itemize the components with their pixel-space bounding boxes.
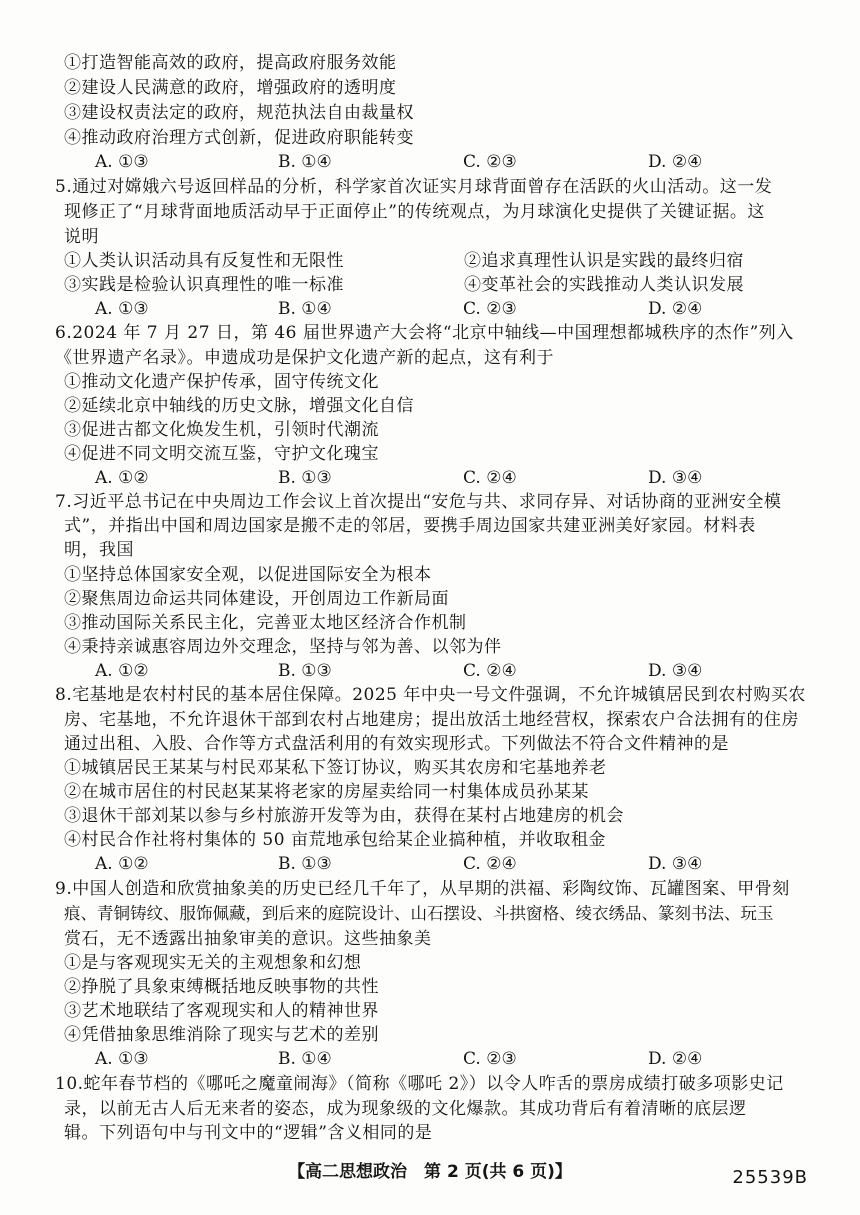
q4-choice-a: A. ①③: [95, 152, 149, 172]
q7-choice-d: D. ③④: [648, 661, 703, 681]
q5-option-3: ③实践是检验认识真理性的唯一标准: [64, 275, 344, 295]
q8-option-1: ①城镇居民王某某与村民邓某私下签订协议，购买其农房和宅基地养老: [64, 758, 607, 778]
q8-choice-a: A. ①②: [95, 854, 149, 874]
q9-choice-d: D. ②④: [648, 1049, 703, 1069]
q9-stem-line-2: 痕、青铜铸纹、服饰佩藏，到后来的庭院设计、山石摆设、斗拱窗格、绫衣绣品、篆刻书法、玩玉: [64, 904, 774, 923]
q9-stem-line-3: 赏石，无不透露出抽象审美的意识。这些抽象美: [64, 929, 432, 949]
q7-option-4: ④秉持亲诚惠容周边外交理念，坚持与邻为善、以邻为伴: [64, 637, 502, 657]
q9-choice-a: A. ①③: [95, 1049, 149, 1069]
q7-choice-a: A. ①②: [95, 661, 149, 681]
q4-choice-b: B. ①④: [278, 152, 332, 172]
q4-option-1: ①打造智能高效的政府，提高政府服务效能: [64, 53, 397, 73]
q5-stem-line-3: 说明: [64, 227, 99, 247]
q9-option-1: ①是与客观现实无关的主观想象和幻想: [64, 953, 362, 973]
q8-option-3: ③退休干部刘某以参与乡村旅游开发等为由，获得在某村占地建房的机会: [64, 806, 624, 826]
q8-stem-line-2: 房、宅基地，不允许退休干部到农村占地建房；提出放活土地经营权，探索农户合法拥有的住房: [64, 710, 799, 730]
q8-choice-d: D. ③④: [648, 854, 703, 874]
q6-choice-d: D. ③④: [648, 468, 703, 488]
q5-choice-a: A. ①③: [95, 299, 149, 319]
q5-choice-c: C. ②③: [463, 299, 517, 319]
q5-option-1: ①人类认识活动具有反复性和无限性: [64, 251, 344, 271]
q6-option-2: ②延续北京中轴线的历史文脉，增强文化自信: [64, 396, 414, 416]
q6-choice-a: A. ①②: [95, 468, 149, 488]
q10-stem-line-2: 录，以前无古人后无来者的姿态，成为现象级的文化爆款。其成功背后有着清晰的底层逻: [64, 1099, 747, 1119]
q8-option-4: ④村民合作社将村集体的 50 亩荒地承包给某企业搞种植，并收取租金: [64, 830, 606, 850]
q6-option-1: ①推动文化遗产保护传承，固守传统文化: [64, 372, 379, 392]
q10-stem-line-1: 10.蛇年春节档的《哪吒之魔童闹海》（简称《哪吒 2》）以令人咋舌的票房成绩打破多项影史记: [55, 1074, 784, 1094]
q7-option-3: ③推动国际关系民主化，完善亚太地区经济合作机制: [64, 613, 467, 633]
q4-choice-c: C. ②③: [463, 152, 517, 172]
q10-stem-line-3: 辑。下列语句中与刊文中的“逻辑”含义相同的是: [64, 1123, 433, 1143]
q6-option-4: ④促进不同文明交流互鉴，守护文化瑰宝: [64, 444, 379, 464]
q7-option-2: ②聚焦周边命运共同体建设，开创周边工作新局面: [64, 589, 449, 609]
q7-option-1: ①坚持总体国家安全观，以促进国际安全为根本: [64, 565, 432, 585]
q8-choice-b: B. ①③: [278, 854, 332, 874]
q5-choice-d: D. ②④: [648, 299, 703, 319]
q9-stem-line-1: 9.中国人创造和欣赏抽象美的历史已经几千年了，从早期的洪福、彩陶纹饰、瓦罐图案、甲骨刻: [55, 879, 790, 899]
q9-option-4: ④凭借抽象思维消除了现实与艺术的差别: [64, 1025, 379, 1045]
q8-stem-line-3: 通过出租、入股、合作等方式盘活利用的有效实现形式。下列做法不符合文件精神的是: [64, 734, 729, 754]
q5-option-2: ②追求真理性认识是实践的最终归宿: [464, 251, 744, 271]
page-footer-title: 【高二思想政治 第 2 页(共 6 页)】: [288, 1162, 572, 1182]
q6-stem-line-1: 6.2024 年 7 月 27 日，第 46 届世界遗产大会将“北京中轴线—中国理想都城秩序的杰作”列入: [55, 323, 794, 343]
q7-stem-line-3: 明，我国: [64, 540, 134, 560]
q8-stem-line-1: 8.宅基地是农村村民的基本居住保障。2025 年中央一号文件强调，不允许城镇居民到农村购买农: [55, 685, 806, 705]
q7-choice-b: B. ①③: [278, 661, 332, 681]
q8-option-2: ②在城市居住的村民赵某某将老家的房屋卖给同一村集体成员孙某某: [64, 782, 589, 802]
q4-option-4: ④推动政府治理方式创新，促进政府职能转变: [64, 128, 414, 148]
q5-stem-line-2: 现修正了“月球背面地质活动早于正面停止”的传统观点，为月球演化史提供了关键证据。这: [64, 202, 765, 222]
q4-option-3: ③建设权责法定的政府，规范执法自由裁量权: [64, 103, 414, 123]
q5-choice-b: B. ①④: [278, 299, 332, 319]
q9-choice-b: B. ①④: [278, 1049, 332, 1069]
paper-code: 25539B: [732, 1167, 808, 1188]
q6-stem-line-2: 《世界遗产名录》。申遗成功是保护文化遗产新的起点，这有利于: [55, 348, 554, 368]
q6-choice-c: C. ②④: [463, 468, 517, 488]
q7-choice-c: C. ②④: [463, 661, 517, 681]
q7-stem-line-1: 7.习近平总书记在中央周边工作会议上首次提出“安危与共、求同存异、对话协商的亚洲安全模: [55, 492, 782, 512]
q9-choice-c: C. ②③: [463, 1049, 517, 1069]
q6-option-3: ③促进古都文化焕发生机，引领时代潮流: [64, 420, 379, 440]
q4-option-2: ②建设人民满意的政府，增强政府的透明度: [64, 78, 397, 98]
q7-stem-line-2: 式”，并指出中国和周边国家是搬不走的邻居，要携手周边国家共建亚洲美好家园。材料表: [64, 516, 756, 536]
q5-option-4: ④变革社会的实践推动人类认识发展: [464, 275, 744, 295]
q6-choice-b: B. ①③: [278, 468, 332, 488]
q4-choice-d: D. ②④: [648, 152, 703, 172]
q9-option-2: ②挣脱了具象束缚概括地反映事物的共性: [64, 977, 379, 997]
q5-stem-line-1: 5.通过对嫦娥六号返回样品的分析，科学家首次证实月球背面曾存在活跃的火山活动。这一发: [55, 177, 773, 197]
q9-option-3: ③艺术地联结了客观现实和人的精神世界: [64, 1001, 379, 1021]
q8-choice-c: C. ②④: [463, 854, 517, 874]
